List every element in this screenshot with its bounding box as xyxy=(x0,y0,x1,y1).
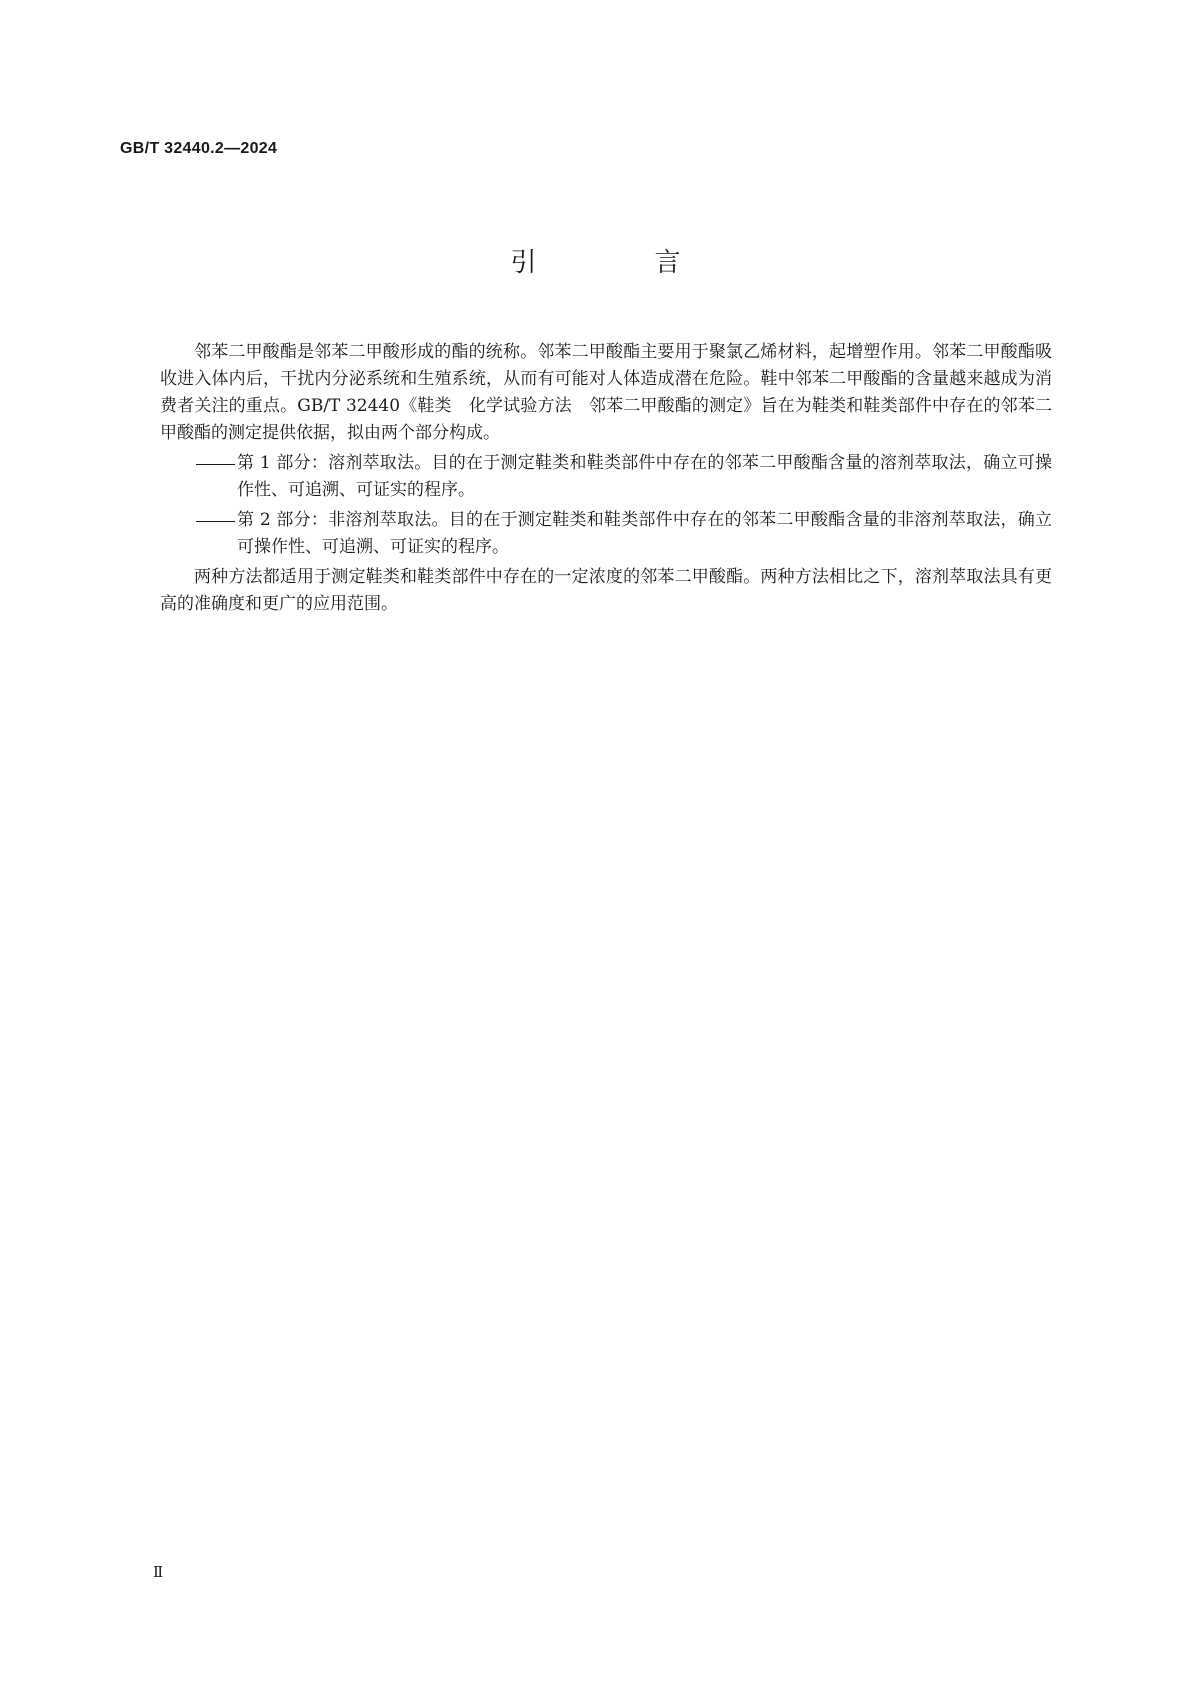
section-title: 引 言 xyxy=(510,248,727,278)
list-item-text: 第 1 部分：溶剂萃取法。目的在于测定鞋类和鞋类部件中存在的邻苯二甲酸酯含量的溶剂萃取法，确立可操作性、可追溯、可证实的程序。 xyxy=(237,453,1052,500)
list-item-part-1 xyxy=(160,450,1052,504)
dash-marker xyxy=(194,507,237,561)
introduction-body xyxy=(160,339,1052,621)
intro-paragraph: 邻苯二甲酸酯是邻苯二甲酸形成的酯的统称。邻苯二甲酸酯主要用于聚氯乙烯材料，起增塑作用。邻苯二甲酸酯吸收进入体内后，干扰内分泌系统和生殖系统，从而有可能对人体造成潜在危险。鞋中邻苯二甲酸酯的含量越来越成为消费者关注的重点。GB/T 32440《鞋类 化学试验方法 邻苯二甲酸酯的测定》旨在为鞋类和鞋类部件中存在的邻苯二甲酸酯的测定提供依据，拟由两个部分构成。 xyxy=(160,342,1052,443)
dash-marker xyxy=(194,450,237,504)
list-item-text: 第 2 部分：非溶剂萃取法。目的在于测定鞋类和鞋类部件中存在的邻苯二甲酸酯含量的非溶剂萃取法，确立可操作性、可追溯、可证实的程序。 xyxy=(237,510,1052,557)
page-number: Ⅱ xyxy=(153,1563,164,1581)
document-code: GB/T 32440.2—2024 xyxy=(120,140,278,157)
closing-paragraph: 两种方法都适用于测定鞋类和鞋类部件中存在的一定浓度的邻苯二甲酸酯。两种方法相比之下，溶剂萃取法具有更高的准确度和更广的应用范围。 xyxy=(160,567,1052,614)
list-item-part-2 xyxy=(160,507,1052,561)
